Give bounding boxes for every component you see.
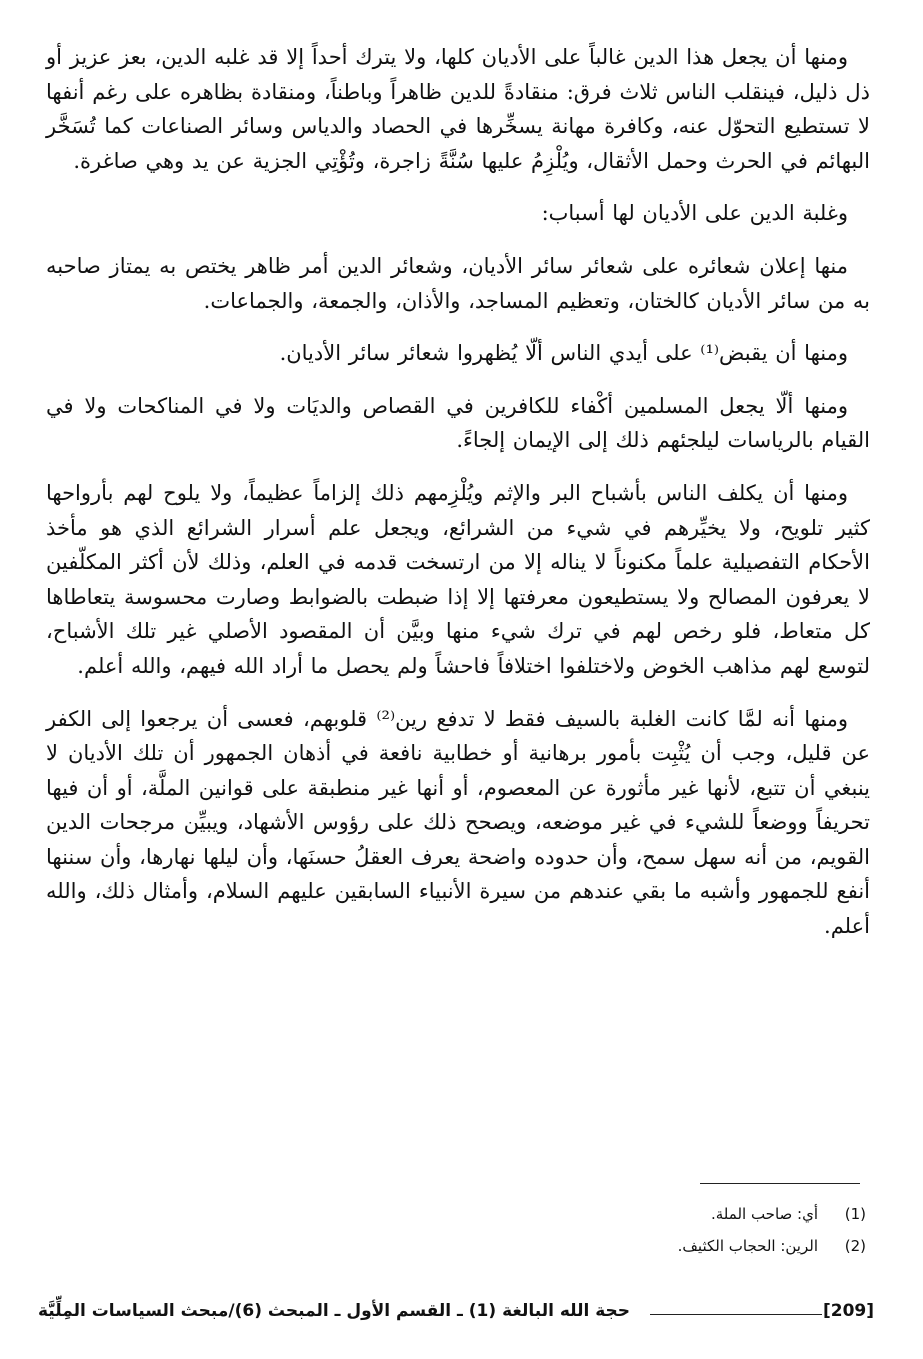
main-text: [46, 40, 870, 962]
paragraph: ومنها ألّا يجعل المسلمين أكْفاء للكافرين في القصاص والديَات ولا في المناكحات ولا في القيام بالرياسات ليلجئهم ذلك إلى الإيمان إلجاءً.: [46, 393, 870, 453]
paragraph: منها إعلان شعائره على شعائر سائر الأديان، وشعائر الدين أمر ظاهر يختص به يمتاز صاحبه به من سائر الأديان كالختان، وتعظيم المساجد، والأذان، والجمعة، والجماعات.: [46, 253, 870, 313]
running-title: حجة الله البالغة (1) ـ القسم الأول ـ المبحث (6)/مبحث السياسات المِلِّيَّة: [38, 1301, 631, 1321]
footnote-text: أي: صاحب الملة.: [711, 1205, 818, 1223]
paragraph: ومنها أنه لمَّا كانت الغلبة بالسيف فقط لا تدفع رين⁽²⁾ قلوبهم، فعسى أن يرجعوا إلى الكفر عن قليل، وجب أن يُثْبِت بأمور برهانية أو خطابية نافعة في أذهان الجمهور أن تلك الأديان لا ينبغي أن تتبع، لأنها غير مأثورة عن المعصوم، أو أنها غير منطبقة على قوانين الملَّة، أو أن فيها تحريفاً ووضعاً للشيء في غير موضعه، ويصحح ذلك على رؤوس الأشهاد، ويبيِّن مرجحات الدين القويم، من أنه سهل سمح، وأن حدوده واضحة يعرف العقلُ حسنَها، وأن ليلها نهارها، وأن سننها أنفع للجمهور وأشبه ما بقي عندهم من سيرة الأنبياء السابقين عليهم السلام، وأمثال ذلك، والله أعلم.: [46, 706, 871, 939]
paragraph: وغلبة الدين على الأديان لها أسباب:: [541, 201, 848, 226]
footnote-item: [480, 1198, 866, 1230]
paragraph: ومنها أن يكلف الناس بأشباح البر والإثم ويُلْزِمهم ذلك إلزاماً عظيماً، ولا يلوح لهم بأرواحها كثير تلويح، ولا يخيِّرهم في شيء من الشرائع، ويجعل علم أسرار الشرائع الذي هو مأخذ الأحكام التفصيلية علماً مكنوناً لا يناله إلا من ارتسخت قدمه في العلم، وذلك لأن أكثر المكلّفين لا يعرفون المصالح ولا يستطيعون معرفتها إلا إذا ضبطت بالضوابط وصارت محسوسة يتعاطاها كل متعاط، فلو رخص لهم في ترك شيء منها وبيَّن أن المقصود الأصلي غير تلك الأشباح، لتوسع لهم مذاهب الخوض ولاختلفوا اختلافاً فاحشاً ولم يحصل ما أراد الله فيهم، والله أعلم.: [46, 480, 870, 678]
footnote-divider: [700, 1183, 860, 1184]
paragraph: ومنها أن يجعل هذا الدين غالباً على الأديان كلها، ولا يترك أحداً إلا قد غلبه الدين، بعز عزيز أو ذل ذليل، فينقلب الناس ثلاث فرق: منقادةً للدين ظاهراً وباطناً، ومنقادة بظاهره على رغم أنفها لا تستطيع التحوّل عنه، وكافرة مهانة يسخِّرها في الحصاد والدياس وسائر الصناعات كما تُسَخَّر البهائم في الحرث وحمل الأثقال، ويُلْزِمُ عليها سُنَّةً زاجرة، وتُؤْتِي الجزية عن يد وهي صاغرة.: [46, 45, 870, 173]
footnote-text: الرين: الحجاب الكثيف.: [677, 1237, 818, 1255]
paragraph: ومنها أن يقبض⁽¹⁾ على أيدي الناس ألّا يُظهروا شعائر سائر الأديان.: [279, 341, 848, 366]
footer-rule: [650, 1314, 822, 1315]
footnotes: [480, 1198, 866, 1262]
page-footer: [38, 1297, 874, 1327]
footnote-item: [480, 1230, 866, 1262]
footnote-number: (1): [844, 1205, 866, 1223]
footnote-number: (2): [844, 1237, 866, 1255]
page-number: [209]: [822, 1301, 874, 1321]
